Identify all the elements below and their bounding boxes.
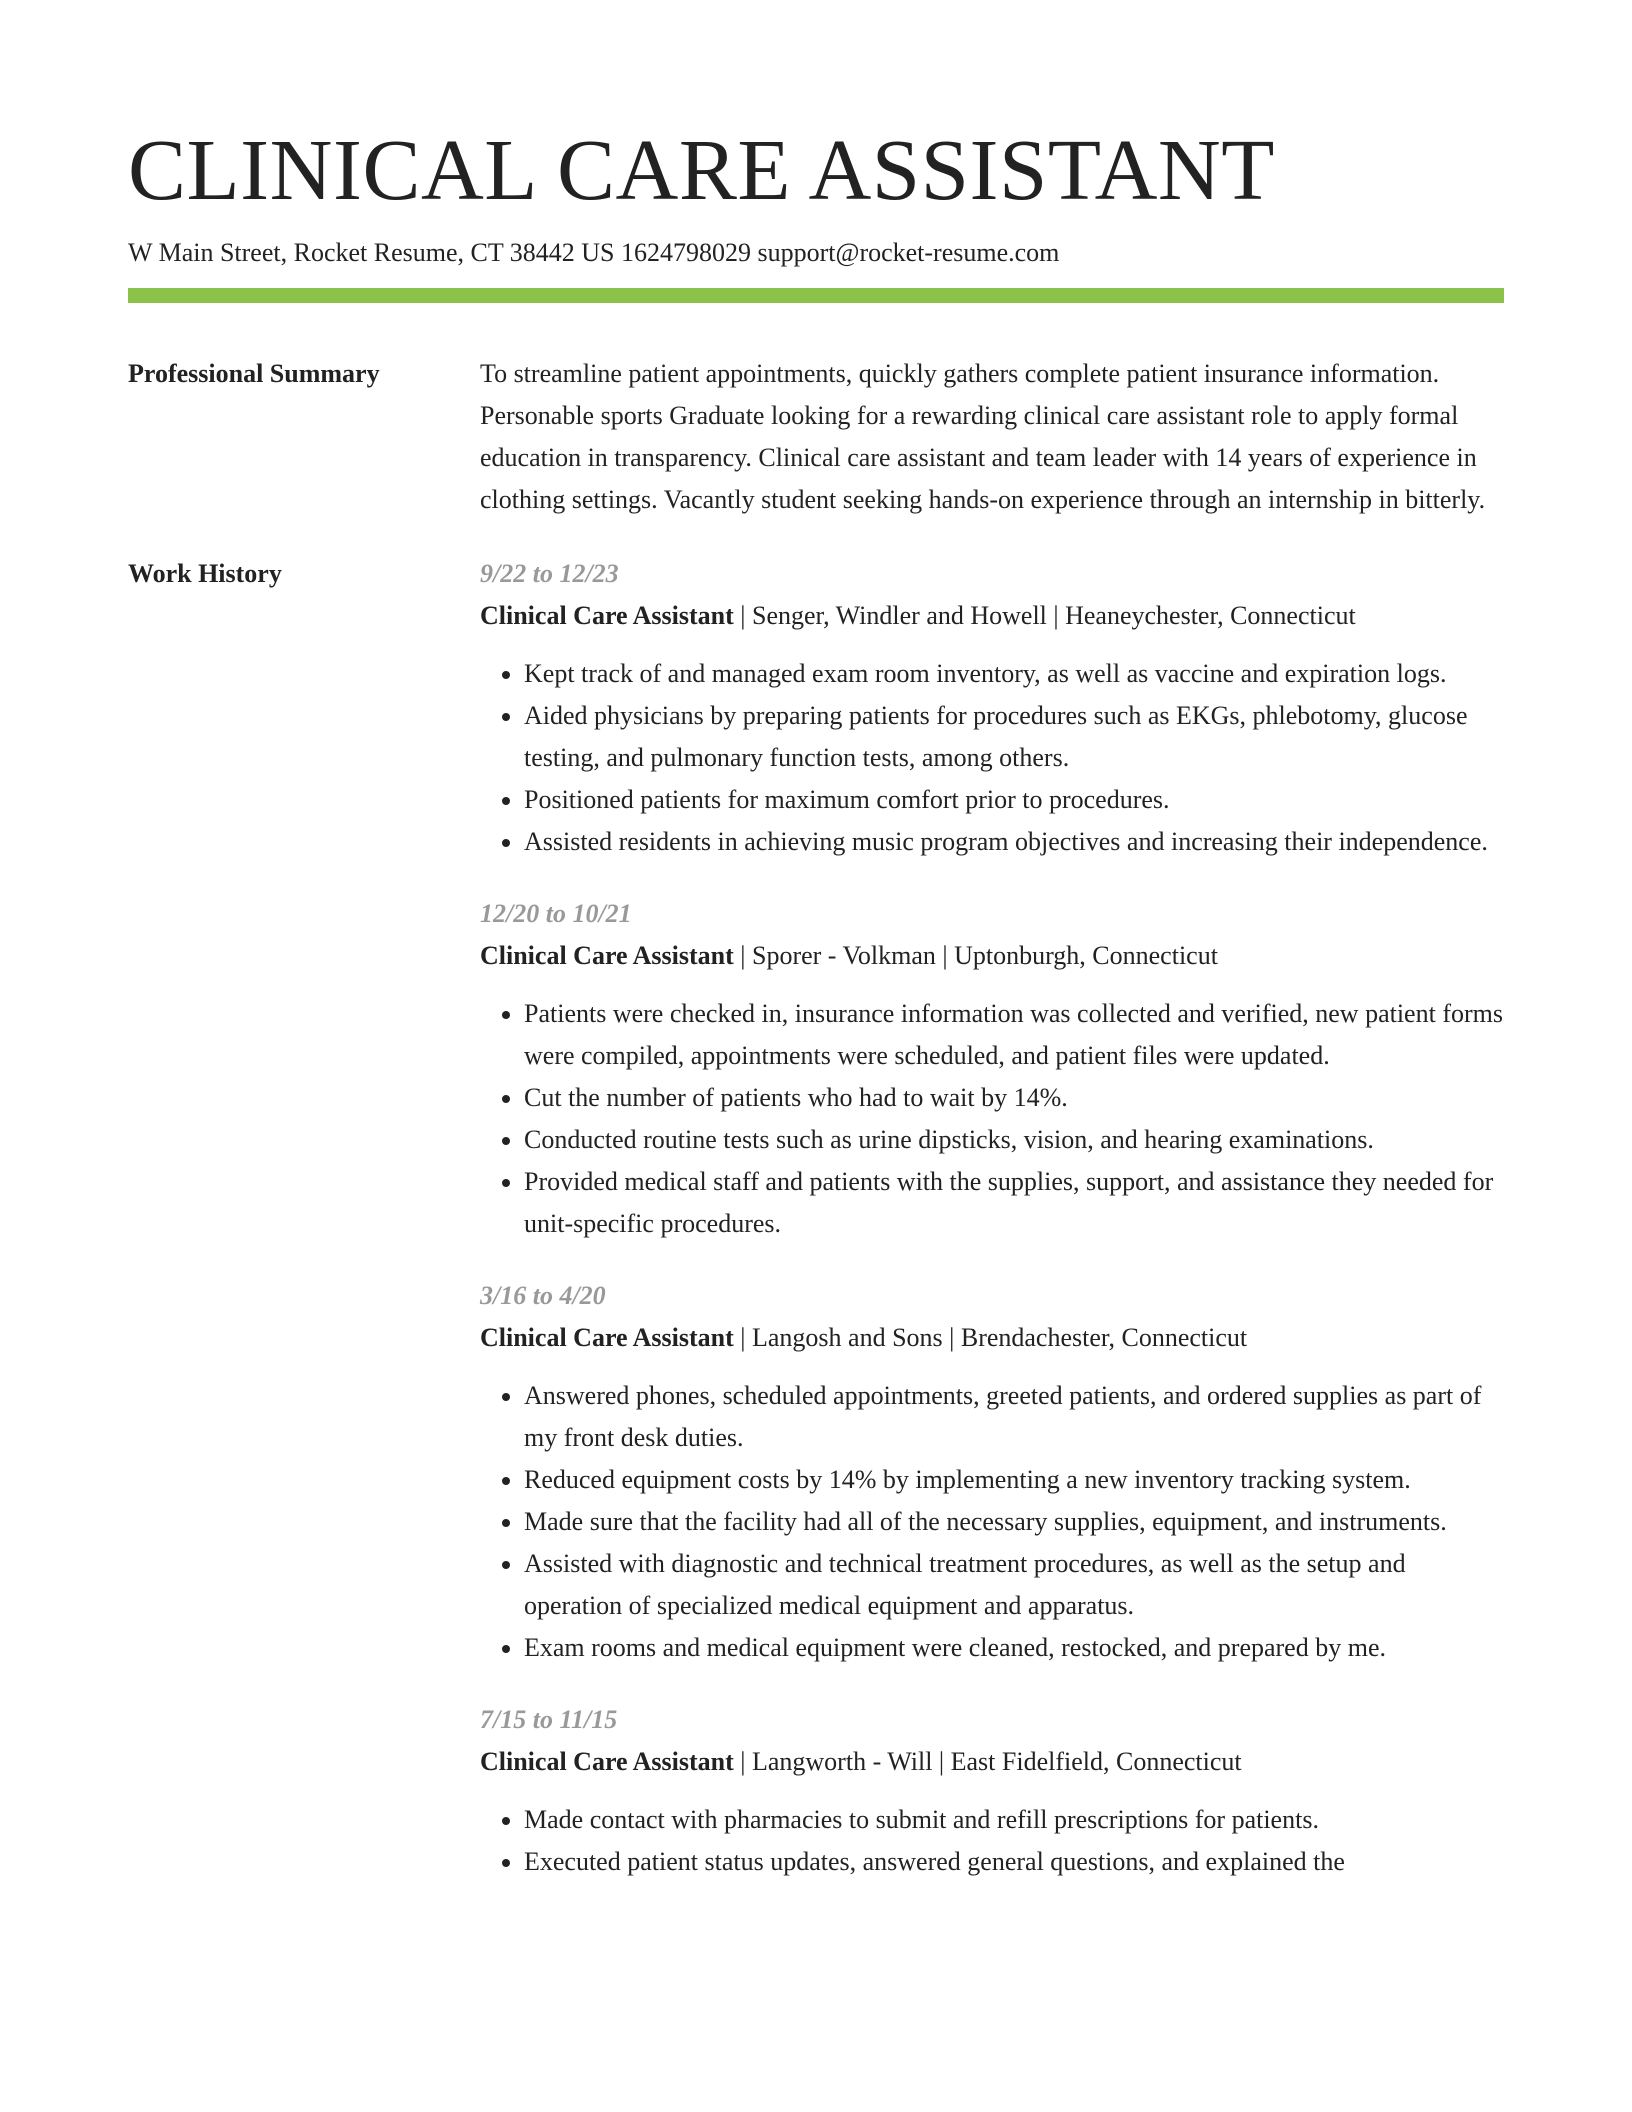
- job-duties-list: [480, 653, 1504, 863]
- job-duty: • Exam rooms and medical equipment were cleaned, restocked, and prepared by me.: [524, 1627, 1504, 1669]
- job-dates: 7/15 to 11/15: [480, 1705, 618, 1734]
- resume-name: CLINICAL CARE ASSISTANT: [128, 121, 1275, 218]
- contact-info: W Main Street, Rocket Resume, CT 38442 US 1624798029 support@rocket-resume.com: [128, 238, 1060, 267]
- job-duty: • Assisted with diagnostic and technical treatment procedures, as well as the setup and operation of specialized medical equipment and apparatus.: [524, 1543, 1504, 1627]
- work-history-list: [480, 553, 1504, 1913]
- job-entry: [480, 893, 1504, 1245]
- job-heading: [480, 595, 1504, 637]
- job-title: Clinical Care Assistant: [480, 1323, 734, 1352]
- job-entry: [480, 1275, 1504, 1669]
- job-employer-location: Senger, Windler and Howell | Heaneychester, Connecticut: [751, 601, 1356, 630]
- job-dates: 9/22 to 12/23: [480, 559, 619, 588]
- job-separator: |: [733, 601, 752, 630]
- work-history-section: [128, 553, 1504, 1913]
- job-entry: [480, 1699, 1504, 1883]
- professional-summary-section: [128, 353, 1504, 521]
- job-title: Clinical Care Assistant: [480, 1747, 734, 1776]
- job-duties-list: [480, 993, 1504, 1245]
- job-duty: • Reduced equipment costs by 14% by implementing a new inventory tracking system.: [524, 1459, 1504, 1501]
- job-separator: |: [733, 1323, 752, 1352]
- job-dates: 12/20 to 10/21: [480, 899, 632, 928]
- job-title: Clinical Care Assistant: [480, 601, 734, 630]
- resume-page: [128, 0, 1504, 1913]
- job-duty: • Patients were checked in, insurance information was collected and verified, new patient forms were compiled, appointments were scheduled, and patient files were updated.: [524, 993, 1504, 1077]
- job-employer-location: Sporer - Volkman | Uptonburgh, Connecticut: [751, 941, 1218, 970]
- job-separator: |: [733, 1747, 752, 1776]
- job-duty: • Made sure that the facility had all of the necessary supplies, equipment, and instruments.: [524, 1501, 1504, 1543]
- job-duty: • Positioned patients for maximum comfort prior to procedures.: [524, 779, 1504, 821]
- header-divider: [128, 288, 1504, 303]
- job-duty: • Provided medical staff and patients with the supplies, support, and assistance they needed for unit-specific procedures.: [524, 1161, 1504, 1245]
- job-employer-location: Langosh and Sons | Brendachester, Connecticut: [751, 1323, 1248, 1352]
- job-duty: • Executed patient status updates, answered general questions, and explained the: [524, 1841, 1504, 1883]
- job-duty: • Cut the number of patients who had to wait by 14%.: [524, 1077, 1504, 1119]
- job-heading: [480, 935, 1504, 977]
- job-separator: |: [733, 941, 752, 970]
- job-heading: [480, 1741, 1504, 1783]
- job-duty: • Aided physicians by preparing patients for procedures such as EKGs, phlebotomy, glucose testing, and pulmonary function tests, among others.: [524, 695, 1504, 779]
- job-duty: • Assisted residents in achieving music program objectives and increasing their independence.: [524, 821, 1504, 863]
- job-duty: • Made contact with pharmacies to submit and refill prescriptions for patients.: [524, 1799, 1504, 1841]
- job-duty: • Answered phones, scheduled appointments, greeted patients, and ordered supplies as part of my front desk duties.: [524, 1375, 1504, 1459]
- job-employer-location: Langworth - Will | East Fidelfield, Connecticut: [751, 1747, 1242, 1776]
- job-entry: [480, 553, 1504, 863]
- job-dates: 3/16 to 4/20: [480, 1281, 606, 1310]
- job-title: Clinical Care Assistant: [480, 941, 734, 970]
- summary-text: To streamline patient appointments, quickly gathers complete patient insurance information. Personable sports Graduate looking for a rewarding clinical care assistant role to apply formal education in transparency. Clinical care assistant and team leader with 14 years of experience in clothing settings. Vacantly student seeking hands-on experience through an internship in bitterly.: [480, 359, 1486, 514]
- section-label-work: Work History: [128, 559, 282, 588]
- job-duties-list: [480, 1375, 1504, 1669]
- section-label-summary: Professional Summary: [128, 359, 380, 388]
- job-duty: • Conducted routine tests such as urine dipsticks, vision, and hearing examinations.: [524, 1119, 1504, 1161]
- job-heading: [480, 1317, 1504, 1359]
- summary-body: [480, 353, 1504, 521]
- job-duty: • Kept track of and managed exam room inventory, as well as vaccine and expiration logs.: [524, 653, 1504, 695]
- job-duties-list: [480, 1799, 1504, 1883]
